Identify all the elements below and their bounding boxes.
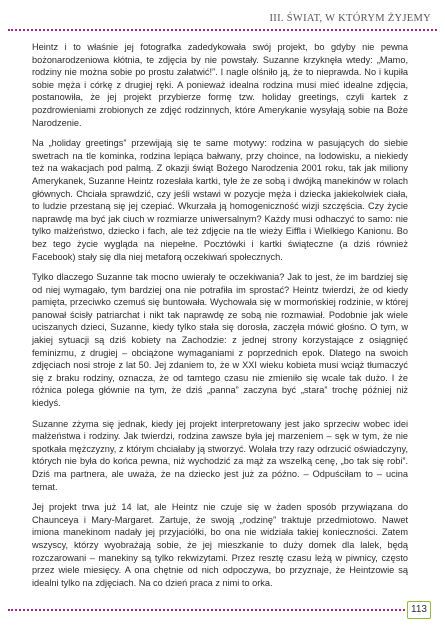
article-body: [32, 41, 408, 597]
paragraph-1: Heintz i to właśnie jej fotografka zadedykowała swój projekt, bo gdyby nie pewna bożonarodzeniowa kłótnia, te zdjęcia by nie powstały. Suzanne krzyknęła wtedy: „Mamo, rodziny nie można sobie po prostu załatwić!”. I nagle olśniło ją, że to nieprawda. No i kupiła sobie męża i córkę z drugiej ręki. A ponieważ idealna rodzina musi mieć idealne zdjęcia, postanowiła, że jej projekt przybierze formę tzw. holiday greetings, czyli kartek z pozdrowieniami zrobionych ze zdjęć rodzinnych, które Amerykanie wysyłają sobie na Boże Narodzenie.: [32, 42, 408, 128]
dotted-divider-bottom: [8, 609, 405, 611]
paragraph-2: Na „holiday greetings” przewijają się te same motywy: rodzina w pasujących do siebie swetrach na tle kominka, rodzina lepiąca bałwany, przy choince, na lodowisku, a niekiedy też na wakacjach pod palmą. Z okazji świąt Bożego Narodzenia 2001 roku, tak jak miliony Amerykanek, Suzanne Heintz rozesłała kartki, tyle że ze sobą i dwójką manekinów w rolach głównych. Chciała sprawdzić, czy jeśli wstawi w pozycje męża i dziecka jakiekolwiek ciała, to ludzie przestaną się jej czepiać. Wkurzała ją homogeniczność wizji szczęścia. Czy życie naprawdę ma być jak ciuch w rozmiarze uniwersalnym? Każdy musi odhaczyć to samo: nie tylko małżeństwo, dziecko i fach, ale też zdjęcie na tle wieży Eiffla i Wielkiego Kanionu. Bo bez tego życie wygląda na niepełne. Pocztówki i kartki świąteczne (a dziś również Facebook) stały się dla niej metaforą oczekiwań społecznych.: [32, 138, 408, 262]
page-number: 113: [407, 601, 431, 619]
chapter-title: III. ŚWIAT, W KTÓRYM ŻYJEMY: [269, 13, 431, 24]
dotted-divider-top: [8, 29, 437, 31]
paragraph-4: Suzanne zżyma się jednak, kiedy jej projekt interpretowany jest jako sprzeciw wobec idei małżeństwa i rodziny. Jak twierdzi, rodzina zawsze była jej marzeniem – sęk w tym, że nie spotkała mężczyzny, z którym chciałaby ją stworzyć. Wolała trzy razy odrzucić oświadczyny, których nie była do końca pewna, niż wychodzić za mąż za wszelką cenę, „bo tak się robi”. Dziś ma partnera, ale uważa, że na dziecko jest już za późno. – Odpuściłam to – ucina temat.: [32, 418, 408, 492]
paragraph-3: Tylko dlaczego Suzanne tak mocno uwierały te oczekiwania? Jak to jest, że im bardziej się od niej wymagało, tym bardziej ona nie potrafiła im sprostać? Heintz twierdzi, że od kiedy pamięta, przeciwko czemuś się buntowała. Wychowała się w mormońskiej rodzinie, w której panował ścisły patriarchat i nikt tak naprawdę ze sobą nie rozmawiał. Podobnie jak wiele uciszanych dzieci, Suzanne, kiedy tylko stała się dorosła, zaczęła mówić głośno. O tym, w jakiej sytuacji są dziś kobiety na Zachodzie: z jednej strony korzystające z osiągnięć feminizmu, z drugiej – obciążone wymaganiami z poprzednich epok. Dlatego na swoich zdjęciach nosi stroje z lat 50. Jej zdaniem to, że w XXI wieku kobieta musi wciąż tłumaczyć się z braku rodziny, oznacza, że od tamtego czasu nie zmieniło się wcale tak dużo. I że różnica polega głównie na tym, że dziś „panna” zaczyna być „stara” trochę później niż kiedyś.: [32, 272, 408, 409]
paragraph-5: Jej projekt trwa już 14 lat, ale Heintz nie czuje się w żaden sposób przywiązana do Chaunceya i Mary-Margaret. Zartuje, że swoją „rodzinę” traktuje przedmiotowo. Nawet imiona manekinom nadały jej przyjaciółki, bo ona nie widziała takiej konieczności. Zatem wszyscy, którzy wyobrażają sobie, że jej mieszkanie to duży domek dla lalek, będą rozczarowani – manekiny są tylko rekwizytami. Przez resztę czasu leżą w piwnicy, często przez wiele miesięcy. A ona chętnie od nich odpoczywa, bo przyznaje, że Heintzowie są idealni tylko na zdjęciach. Na co dzień praca z nimi to orka.: [32, 502, 408, 588]
